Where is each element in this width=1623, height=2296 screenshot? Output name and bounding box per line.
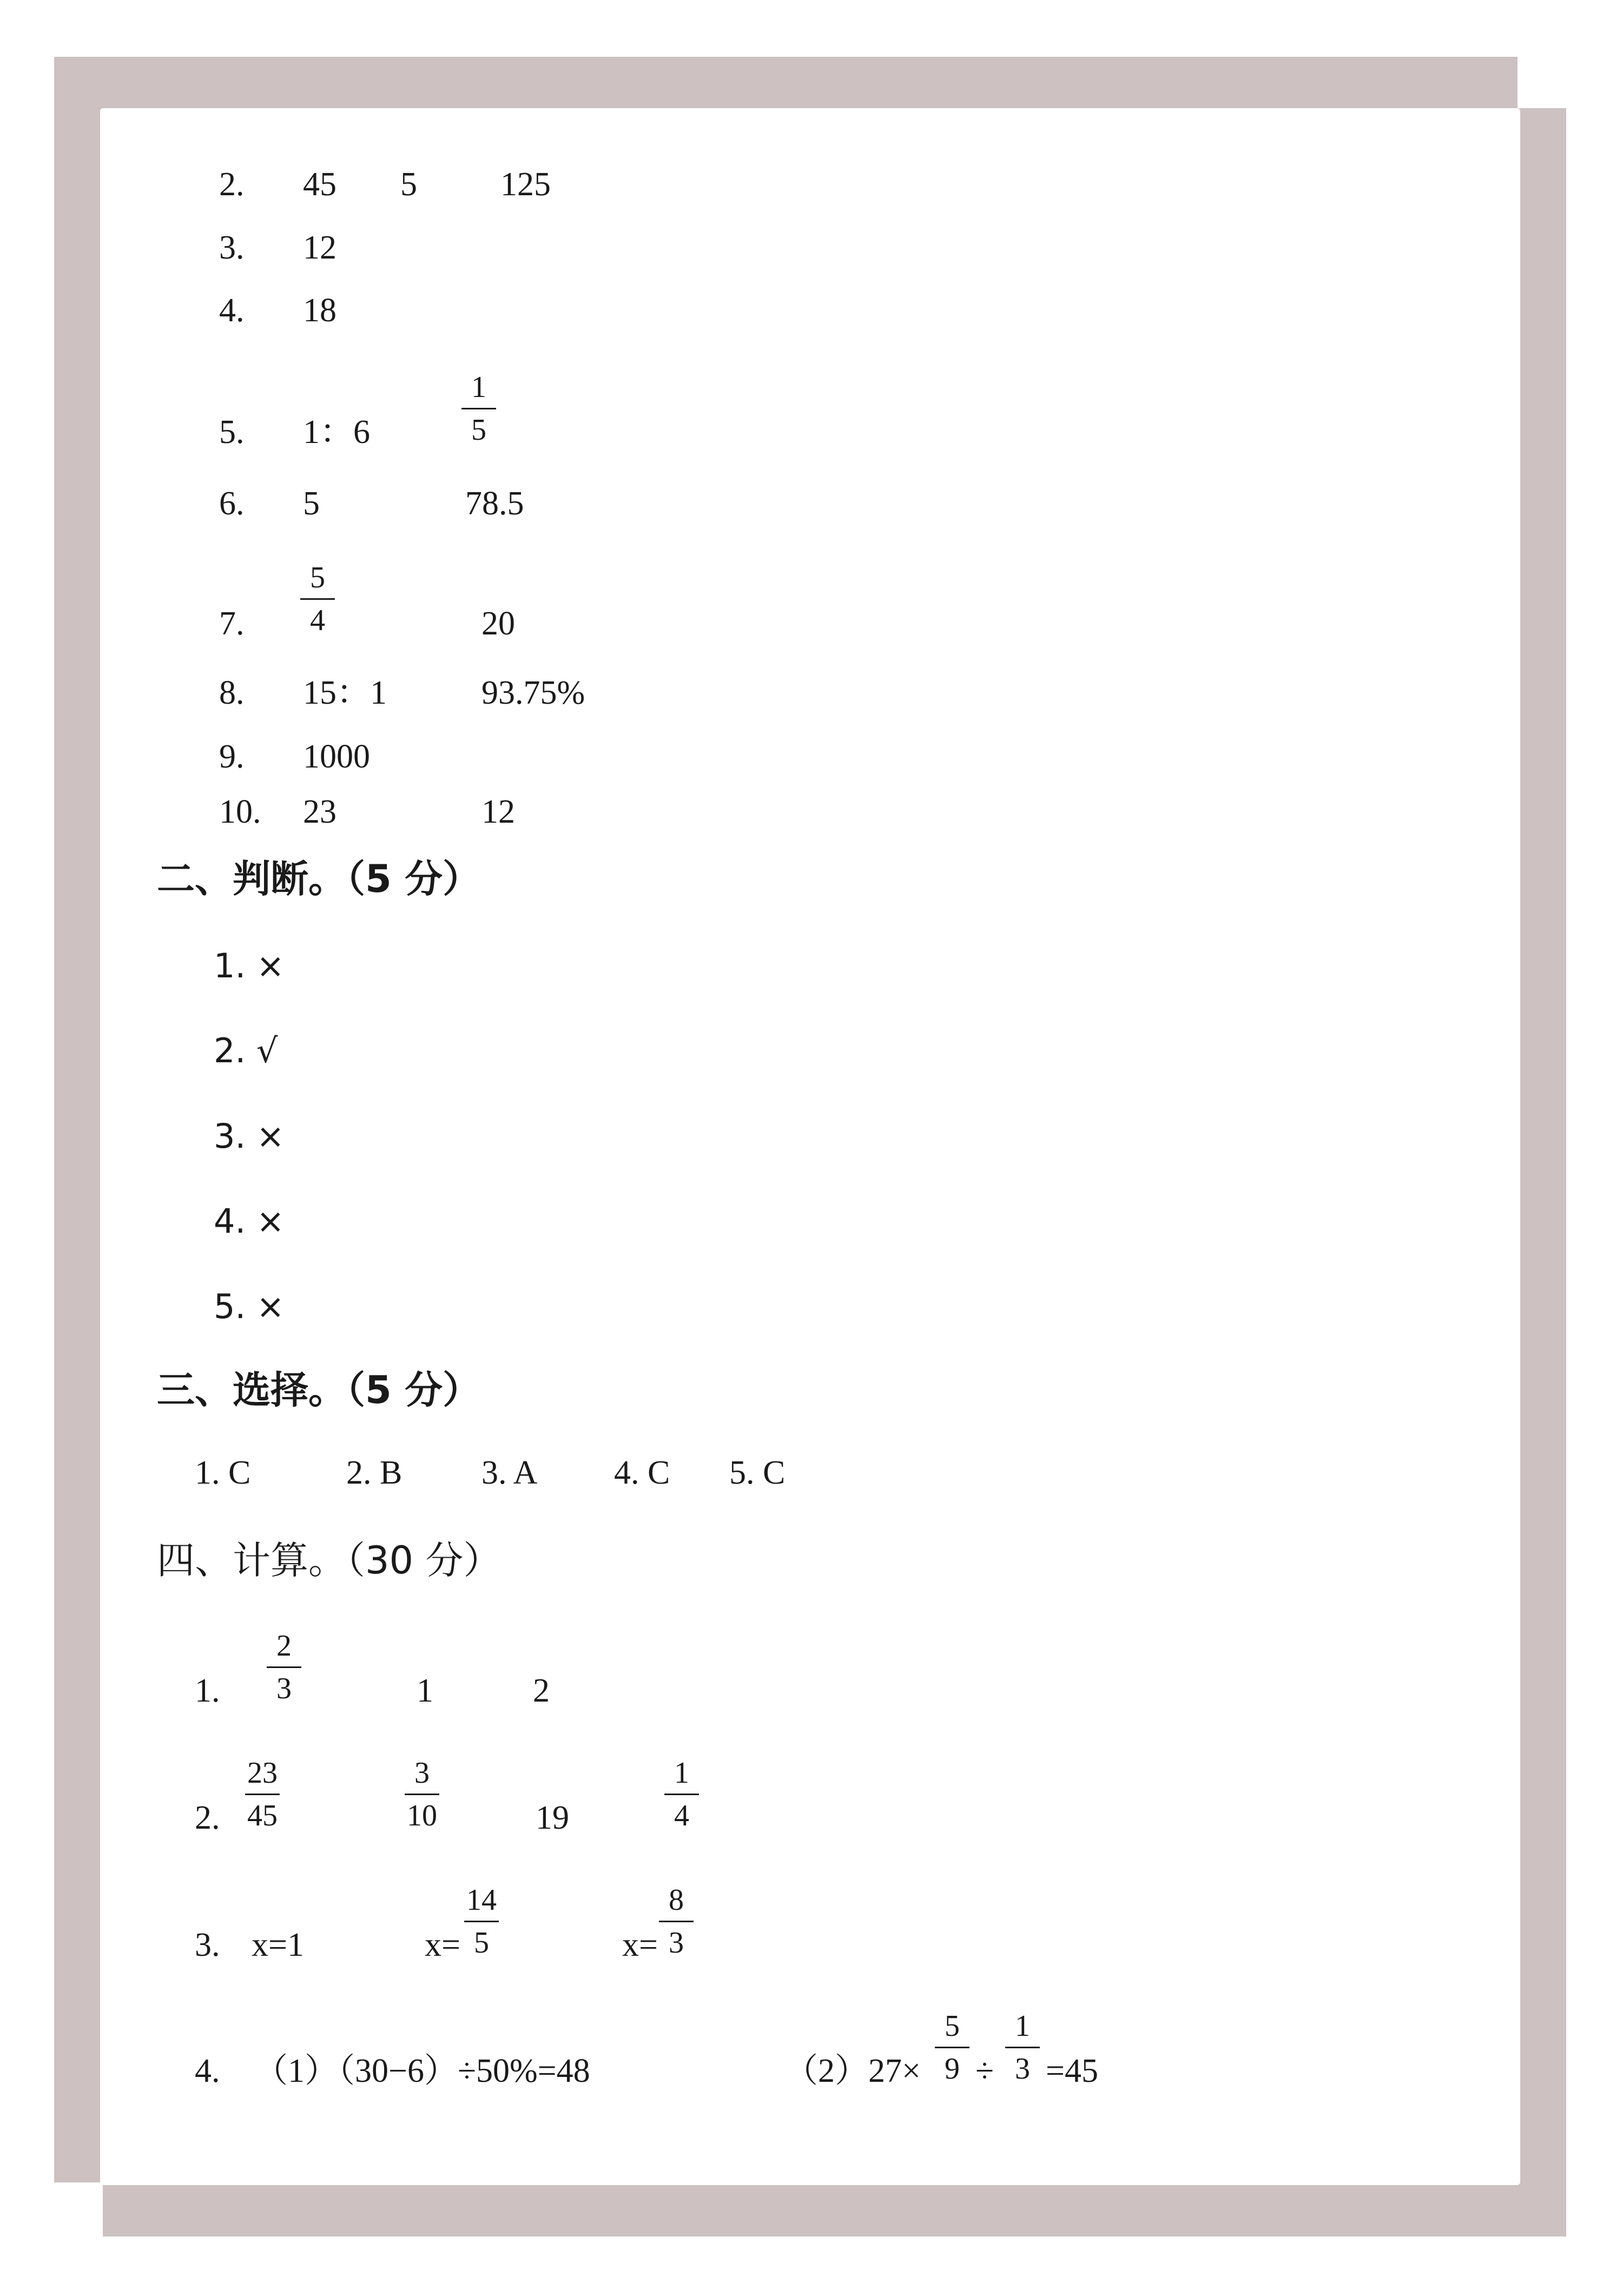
- choice-answer: 3. A: [481, 1454, 538, 1491]
- answer: 93.75%: [481, 674, 585, 711]
- item-number: 6.: [219, 485, 245, 522]
- judgement-answer: 1. ×: [214, 946, 285, 985]
- fraction: 8 3: [655, 1885, 698, 1958]
- answer: =45: [1046, 2053, 1098, 2089]
- answer: （1）（30−6）÷50%=48: [254, 2053, 590, 2089]
- section-heading: 三、选择。（5 分）: [157, 1368, 481, 1412]
- answer: 1000: [303, 738, 370, 775]
- fraction: 2 3: [262, 1631, 306, 1704]
- item-number: 8.: [219, 674, 245, 711]
- fraction: 3 10: [400, 1758, 444, 1831]
- fraction: 23 45: [241, 1758, 284, 1831]
- item-number: 2.: [219, 166, 245, 203]
- choice-answer: 1. C: [195, 1454, 251, 1491]
- item-number: 1.: [195, 1672, 220, 1709]
- item-number: 3.: [195, 1927, 220, 1963]
- item-number: 4.: [219, 292, 245, 329]
- answer-prefix: x=: [622, 1927, 658, 1963]
- answer: 12: [481, 793, 515, 830]
- item-number: 10.: [219, 793, 261, 830]
- item-number: 7.: [219, 605, 245, 642]
- item-number: 3.: [219, 229, 245, 266]
- answer: 2: [533, 1672, 550, 1709]
- fraction: 1 5: [457, 372, 500, 445]
- item-number: 2.: [195, 1799, 220, 1836]
- answer: 15：1: [303, 674, 387, 711]
- answer: 19: [536, 1799, 569, 1836]
- item-number: 9.: [219, 738, 245, 775]
- answer: 12: [303, 229, 337, 266]
- fraction: 1 4: [660, 1758, 703, 1831]
- choice-answer: 2. B: [346, 1454, 403, 1491]
- answer: 23: [303, 793, 337, 830]
- choice-answer: 5. C: [729, 1454, 786, 1491]
- answer: x=1: [252, 1927, 304, 1963]
- section-heading: 二、判断。（5 分）: [157, 857, 481, 901]
- answer-prefix: x=: [425, 1927, 460, 1963]
- answer: 5: [303, 485, 320, 522]
- judgement-answer: 5. ×: [214, 1287, 285, 1326]
- fraction: 1 3: [1001, 2011, 1044, 2084]
- answer-sheet: [100, 108, 1520, 2185]
- judgement-answer: 2. √: [214, 1031, 278, 1070]
- answer: 125: [500, 166, 551, 203]
- answer: ÷: [975, 2053, 994, 2089]
- answer: 1: [417, 1672, 433, 1709]
- judgement-answer: 4. ×: [214, 1201, 285, 1241]
- fraction: 14 5: [460, 1885, 503, 1958]
- answer: 78.5: [465, 485, 524, 522]
- choice-answer: 4. C: [614, 1454, 670, 1491]
- answer: 5: [400, 166, 417, 203]
- answer: （2）27×: [784, 2053, 921, 2089]
- answer: 1：6: [303, 414, 371, 451]
- section-heading: 四、计算。（30 分）: [157, 1538, 502, 1583]
- item-number: 5.: [219, 414, 245, 451]
- item-number: 4.: [195, 2053, 220, 2089]
- answer: 18: [303, 292, 337, 329]
- judgement-answer: 3. ×: [214, 1116, 285, 1156]
- answer: 45: [303, 166, 337, 203]
- fraction: 5 9: [931, 2011, 974, 2084]
- fraction: 5 4: [296, 563, 339, 636]
- answer: 20: [481, 605, 515, 642]
